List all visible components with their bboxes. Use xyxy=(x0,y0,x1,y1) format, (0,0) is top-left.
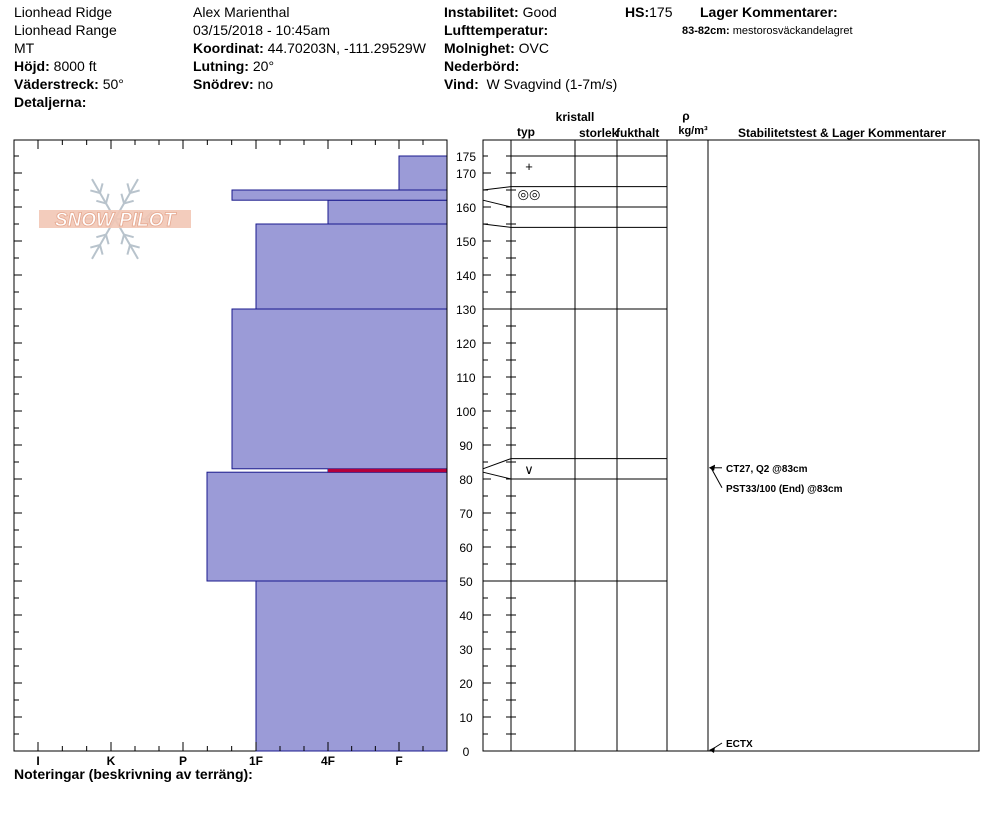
drift-value: no xyxy=(257,76,274,92)
hardness-tick-label: P xyxy=(178,754,188,768)
elevation-label: Höjd: xyxy=(14,58,50,74)
layer-connector xyxy=(483,187,511,190)
depth-tick-label: 110 xyxy=(456,371,476,385)
snowflake-branch xyxy=(100,183,103,193)
layer-comment-range: 83-82cm: xyxy=(682,25,730,37)
snowflake-branch xyxy=(106,194,109,204)
stability-value: Good xyxy=(522,4,557,20)
range: Lionhead Range xyxy=(14,22,117,38)
header-size: storlek xyxy=(579,126,619,140)
aspect-value: 50° xyxy=(102,76,124,92)
depth-tick-label: 70 xyxy=(459,507,473,521)
hs-value: 175 xyxy=(649,4,673,20)
snowflake-branch xyxy=(121,235,124,245)
snowflake-branch xyxy=(127,183,130,193)
depth-tick-label: 10 xyxy=(459,711,473,725)
header-rho: ρ xyxy=(682,109,690,123)
hardness-tick-label: I xyxy=(36,754,40,768)
depth-tick-label: 20 xyxy=(459,677,473,691)
wind-label: Vind: xyxy=(444,76,479,92)
depth-tick-label: 30 xyxy=(459,643,473,657)
cloud-label: Molnighet: xyxy=(444,40,515,56)
depth-tick-label: 0 xyxy=(462,745,470,759)
grain-symbol: + xyxy=(525,159,533,175)
slope-label: Lutning: xyxy=(193,58,249,74)
coord-label: Koordinat: xyxy=(193,40,264,56)
depth-tick-label: 140 xyxy=(455,269,477,283)
snowflake-branch xyxy=(106,235,109,245)
notes-label: Noteringar (beskrivning av terräng): xyxy=(14,766,253,782)
header-density-unit: kg/m³ xyxy=(678,125,708,137)
test-arrow-head-icon xyxy=(709,747,715,753)
layer-table xyxy=(517,109,946,140)
layer-connector xyxy=(483,200,511,207)
layer-connector xyxy=(483,224,511,227)
hardness-bar xyxy=(256,581,447,751)
layer-comment-text: mestorosväckandelagret xyxy=(732,25,853,37)
stability-test-label: PST33/100 (End) @83cm xyxy=(726,483,843,495)
hardness-tick-label: 1F xyxy=(248,754,264,768)
hardness-tick-label: K xyxy=(106,754,116,768)
hardness-bar xyxy=(232,190,447,200)
depth-tick-label: 130 xyxy=(455,303,477,317)
depth-tick-label: 40 xyxy=(459,609,473,623)
cloud-value: OVC xyxy=(518,40,549,56)
hardness-bar xyxy=(399,156,447,190)
slope-value: 20° xyxy=(252,58,275,74)
depth-tick-label: 150 xyxy=(455,235,477,249)
hardness-tick-label: 4F xyxy=(320,754,336,768)
datetime: 03/15/2018 - 10:45am xyxy=(193,22,330,38)
layer-connector xyxy=(483,472,511,479)
depth-tick-label: 120 xyxy=(455,337,477,351)
details-label: Detaljerna: xyxy=(14,94,87,110)
logo-text: SNOW PILOT xyxy=(54,210,176,231)
table-frame xyxy=(483,140,979,751)
stability-test-label: ECTX xyxy=(726,739,753,750)
snowflake-branch xyxy=(127,245,130,255)
header-moisture: fukthalt xyxy=(616,126,660,140)
layer-connector xyxy=(483,459,511,469)
header-type: typ xyxy=(517,125,535,139)
hardness-tick-label: F xyxy=(395,754,403,768)
snowflake-branch xyxy=(100,245,103,255)
snowflake-logo-icon xyxy=(39,179,191,259)
weak-layer-bar xyxy=(328,469,447,472)
airtemp-label: Lufttemperatur: xyxy=(444,22,549,38)
aspect-label: Väderstreck: xyxy=(14,76,99,92)
table-body xyxy=(483,140,979,753)
depth-tick-label: 90 xyxy=(459,439,473,453)
test-arrow-line xyxy=(711,468,722,488)
hardness-plot xyxy=(14,140,447,751)
state: MT xyxy=(14,40,35,56)
elevation-value: 8000 ft xyxy=(53,58,97,74)
hardness-bar xyxy=(256,224,447,309)
stability-label: Instabilitet: xyxy=(444,4,519,20)
coord-value: 44.70203N, -111.29529W xyxy=(267,40,426,56)
observer: Alex Marienthal xyxy=(193,4,290,20)
grain-symbol: ∨ xyxy=(524,461,534,477)
header-crystal: kristall xyxy=(555,110,595,124)
wind-value: W Svagvind (1-7m/s) xyxy=(486,76,618,92)
hardness-bar xyxy=(207,472,447,581)
snowflake-branch xyxy=(121,194,124,204)
layer-comments-label: Lager Kommentarer: xyxy=(700,4,838,20)
precip-label: Nederbörd: xyxy=(444,58,520,74)
depth-tick-label: 50 xyxy=(459,575,473,589)
location: Lionhead Ridge xyxy=(14,4,113,20)
depth-tick-label: 175 xyxy=(455,150,477,164)
hardness-bar xyxy=(328,200,447,224)
depth-tick-label: 100 xyxy=(455,405,477,419)
grain-symbol: ◎◎ xyxy=(517,186,541,202)
depth-tick-label: 60 xyxy=(459,541,473,555)
depth-tick-label: 170 xyxy=(455,167,477,181)
header-stability: Stabilitetstest & Lager Kommentarer xyxy=(737,126,947,140)
hs-label: HS: xyxy=(625,4,650,20)
drift-label: Snödrev: xyxy=(193,76,254,92)
hardness-bar xyxy=(232,309,447,469)
depth-tick-label: 160 xyxy=(455,201,477,215)
stability-test-label: CT27, Q2 @83cm xyxy=(726,463,808,475)
depth-tick-label: 80 xyxy=(459,473,473,487)
